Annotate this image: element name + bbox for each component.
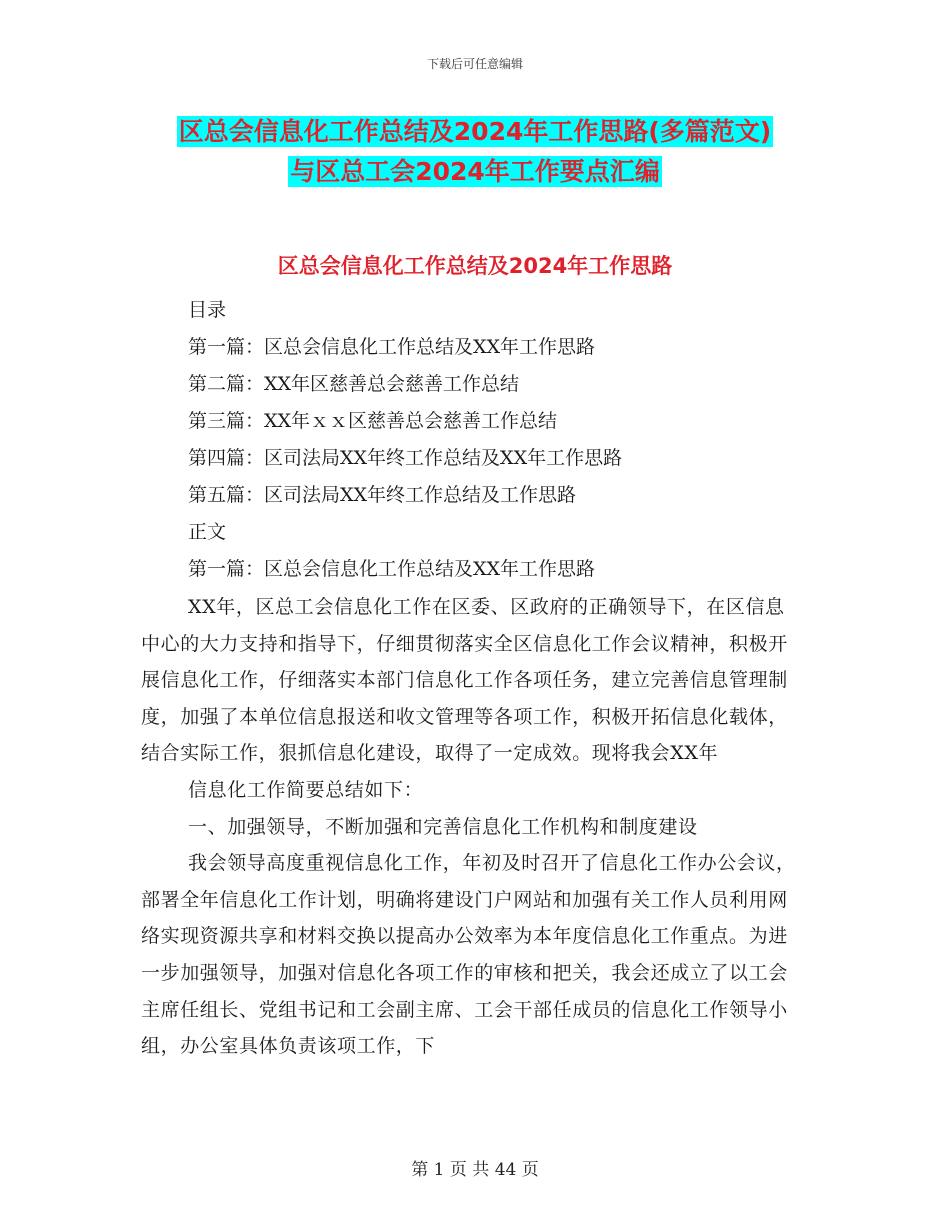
page-footer: 第 1 页 共 44 页 [411, 1160, 539, 1180]
paragraph: 信息化工作简要总结如下： [188, 778, 424, 801]
toc-item: 第五篇：区司法局XX年终工作总结及工作思路 [188, 484, 577, 506]
toc-item: 第四篇：区司法局XX年终工作总结及XX年工作思路 [188, 447, 623, 469]
toc-heading: 目录 [188, 299, 227, 321]
document-title [0, 112, 950, 192]
title-line-1: 区总会信息化工作总结及2024年工作思路(多篇范文) [178, 117, 772, 146]
subheading: 一、加强领导，不断加强和完善信息化工作机构和制度建设 [188, 815, 698, 838]
toc-item: 第三篇：XX年ｘｘ区慈善总会慈善工作总结 [188, 410, 558, 432]
paragraph: 我会领导高度重视信息化工作，年初及时召开了信息化工作办公会议，部署全年信息化工作计划，明确将建设门户网站和加强有关工作人员利用网络实现资源共享和材料交换以提高办公效率为本年度信息化工作重点。为进一步加强领导，加强对信息化各项工作的审核和把关，我会还成立了以工会主席任组长、党组书记和工会副主席、工会干部任成员的信息化工作领导小组，办公室具体负责该项工作，下 [141, 852, 796, 1058]
page-header-note: 下载后可任意编辑 [426, 57, 523, 71]
chapter-heading: 第一篇：区总会信息化工作总结及XX年工作思路 [188, 558, 596, 580]
paragraph: XX年，区总工会信息化工作在区委、区政府的正确领导下，在区信息中心的大力支持和指导下，仔细贯彻落实全区信息化工作会议精神，积极开展信息化工作，仔细落实本部门信息化工作各项任务，建立完善信息管理制度，加强了本单位信息报送和收文管理等各项工作，积极开拓信息化载体，结合实际工作，狠抓信息化建设，取得了一定成效。现将我会XX年 [141, 596, 788, 765]
body-text [141, 589, 801, 1065]
title-line-2: 与区总工会2024年工作要点汇编 [290, 157, 660, 186]
table-of-contents [188, 292, 828, 588]
toc-item: 第一篇：区总会信息化工作总结及XX年工作思路 [188, 336, 596, 358]
section-title: 区总会信息化工作总结及2024年工作思路 [277, 254, 673, 278]
body-heading: 正文 [188, 521, 227, 543]
toc-item: 第二篇：XX年区慈善总会慈善工作总结 [188, 373, 520, 395]
